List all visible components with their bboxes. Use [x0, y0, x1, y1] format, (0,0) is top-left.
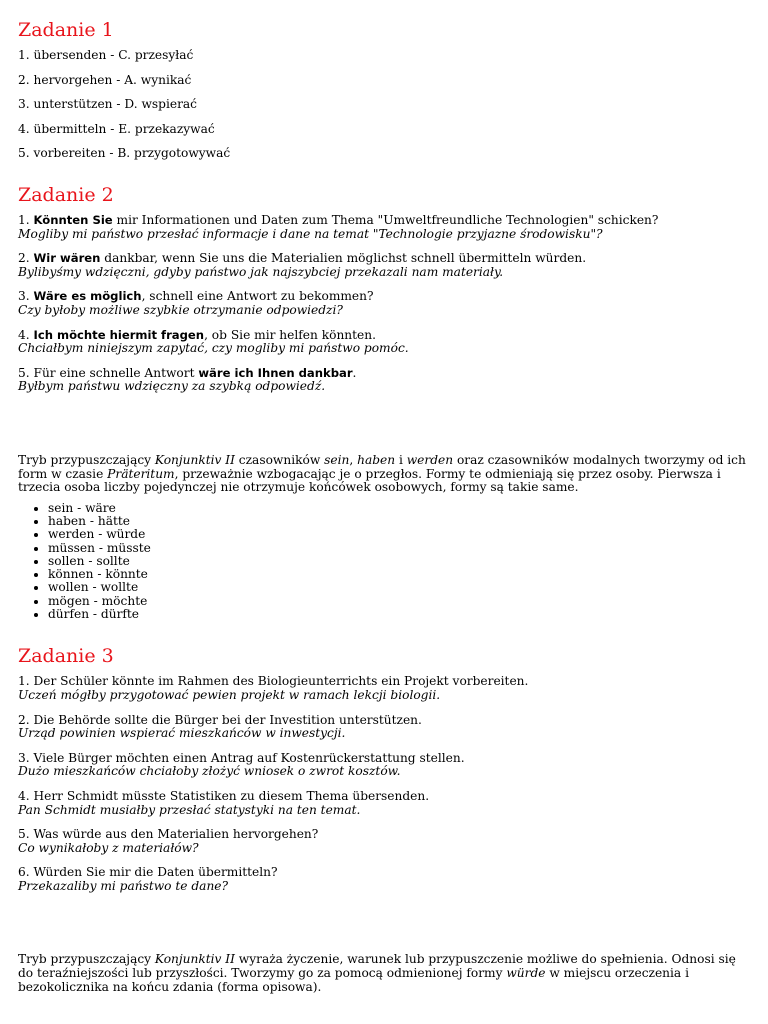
translation: Co wynikałoby z materiałów? — [18, 840, 199, 855]
list-item: 4. übermitteln - E. przekazywać — [18, 121, 215, 136]
zadanie-2-heading: Zadanie 2 — [18, 183, 114, 206]
list-item: • können - könnte — [48, 568, 750, 581]
list-item: 1. Könnten Sie mir Informationen und Daten zum Thema "Umweltfreundliche Technologien" schicken? Mogliby mi państwo przesłać informacje i dane na temat "Technologie przyjazne środowisku"? — [18, 212, 659, 241]
zadanie-1-list — [18, 49, 750, 161]
list-item: 3. unterstützen - D. wspierać — [18, 97, 197, 112]
list-item: 3. Wäre es möglich, schnell eine Antwort zu bekommen? Czy byłoby możliwe szybkie otrzymanie odpowiedzi? — [18, 289, 374, 317]
list-item: 4. Herr Schmidt müsste Statistiken zu diesem Thema übersenden. Pan Schmidt musiałby przesłać statystyki na ten temat. — [18, 788, 430, 817]
translation: Dużo mieszkańców chciałoby złożyć wniosek o zwrot kosztów. — [18, 764, 401, 779]
translation: Bylibyśmy wdzięczni, gdyby państwo jak najszybciej przekazali nam materiały. — [18, 264, 504, 279]
translation: Uczeń mógłby przygotować pewien projekt w ramach lekcji biologii. — [18, 687, 441, 702]
list-item: • sein - wäre — [48, 502, 750, 515]
list-item: • werden - würde — [48, 528, 750, 541]
list-item: 3. Viele Bürger möchten einen Antrag auf Kostenrückerstattung stellen. Dużo mieszkańców chciałoby złożyć wniosek o zwrot kosztów. — [18, 750, 465, 779]
translation: Czy byłoby możliwe szybkie otrzymanie odpowiedzi? — [18, 302, 343, 317]
list-item: • haben - hätte — [48, 515, 750, 528]
zadanie-2-section — [18, 172, 750, 394]
zadanie-3-section — [18, 621, 750, 893]
translation: Urząd powinien wspierać mieszkańców w inwestycji. — [18, 726, 346, 741]
list-item: • dürfen - dürfte — [48, 608, 750, 621]
list-item: 2. hervorgehen - A. wynikać — [18, 72, 192, 87]
translation: Przekazaliby mi państwo te dane? — [18, 878, 229, 893]
list-item: • müssen - müsste — [48, 542, 750, 555]
list-item: 5. Für eine schnelle Antwort wäre ich Ihnen dankbar. Byłbym państwu wdzięczny za szybką odpowiedź. — [18, 365, 357, 394]
list-item: 5. vorbereiten - B. przygotowywać — [18, 146, 231, 161]
zadanie-3-list — [18, 675, 750, 893]
grammar-paragraph: Tryb przypuszczający Konjunktiv II wyraża życzenie, warunek lub przypuszczenie możliwe do spełnienia. Odnosi się do teraźniejszości lub przyszłości. Tworzymy go za pomocą odmienionej formy würde w miejscu orzeczenia i bezokolicznika na końcu zdania (forma opisowa). — [18, 952, 736, 994]
zadanie-2-list — [18, 214, 750, 394]
list-item: • mögen - möchte — [48, 595, 750, 608]
grammar-note-2 — [18, 904, 750, 994]
grammar-note-1 — [18, 405, 750, 621]
translation: Byłbym państwu wdzięczny za szybką odpowiedź. — [18, 379, 326, 394]
grammar-paragraph: Tryb przypuszczający Konjunktiv II czasowników sein, haben i werden oraz czasowników modalnych tworzymy od ich form w czasie Präteritum, przeważnie wzbogacając je o przegłos. Formy te odmieniają się przez osoby. Pierwsza i trzecia osoba liczby pojedynczej nie otrzymuje końcówek osobowych, formy są takie same. — [18, 452, 746, 495]
zadanie-1-heading: Zadanie 1 — [18, 19, 114, 41]
verb-forms-list — [18, 502, 750, 622]
list-item: 4. Ich möchte hiermit fragen, ob Sie mir helfen könnten. Chciałbym niniejszym zapytać, czy mogliby mi państwo pomóc. — [18, 327, 409, 356]
list-item: 2. Wir wären dankbar, wenn Sie uns die Materialien möglichst schnell übermitteln würden. Bylibyśmy wdzięczni, gdyby państwo jak najszybciej przekazali nam materiały. — [18, 251, 587, 279]
list-item: 1. übersenden - C. przesyłać — [18, 48, 194, 62]
zadanie-1-section — [18, 0, 750, 161]
translation: Pan Schmidt musiałby przesłać statystyki na ten temat. — [18, 802, 361, 817]
list-item: • sollen - sollte — [48, 555, 750, 568]
list-item: 1. Der Schüler könnte im Rahmen des Biologieunterrichts ein Projekt vorbereiten. Uczeń mógłby przygotować pewien projekt w ramach lekcji biologii. — [18, 674, 529, 702]
translation: Mogliby mi państwo przesłać informacje i dane na temat "Technologie przyjazne środowisku"? — [18, 226, 603, 241]
list-item: 2. Die Behörde sollte die Bürger bei der Investition unterstützen. Urząd powinien wspierać mieszkańców w inwestycji. — [18, 712, 422, 741]
list-item: 5. Was würde aus den Materialien hervorgehen? Co wynikałoby z materiałów? — [18, 827, 319, 855]
list-item: 6. Würden Sie mir die Daten übermitteln? Przekazaliby mi państwo te dane? — [18, 865, 278, 893]
list-item: • wollen - wollte — [48, 581, 750, 594]
zadanie-3-heading: Zadanie 3 — [18, 645, 114, 668]
translation: Chciałbym niniejszym zapytać, czy mogliby mi państwo pomóc. — [18, 341, 409, 356]
